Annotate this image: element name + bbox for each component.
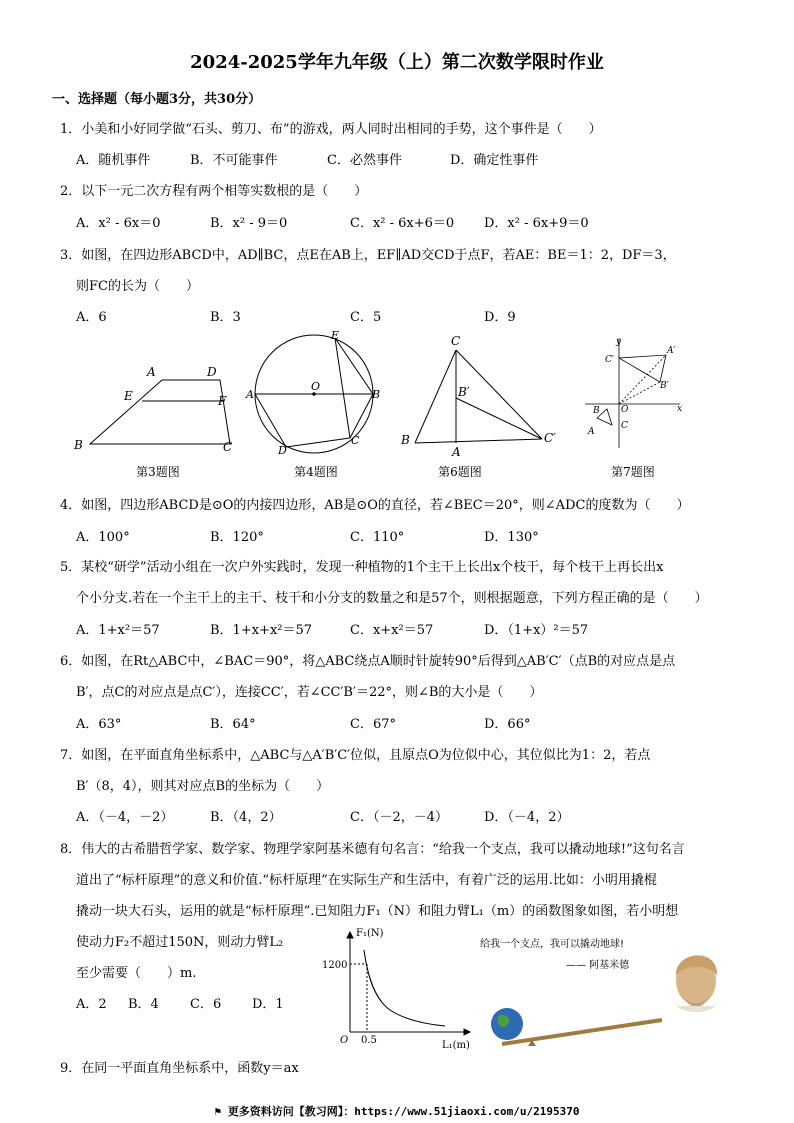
- fig3-label-e: E: [124, 389, 133, 403]
- fig7-label-bprime: B′: [660, 381, 669, 391]
- q3-opt-c: C．5: [350, 310, 382, 325]
- q2-opt-d: D．x² - 6x+9＝0: [484, 216, 589, 231]
- q3-stem-1: 3．如图，在四边形ABCD中，AD∥BC，点E在AB上，EF∥AD交CD于点F，若AE：BE＝1：2，DF＝3，: [60, 248, 676, 263]
- earth-icon: [491, 1008, 523, 1040]
- fig6-label-c: C: [451, 334, 461, 348]
- q4-opt-b: B．120°: [210, 530, 264, 545]
- q8-opt-b: B．4: [128, 997, 159, 1012]
- q5-opt-a: A．1+x²＝57: [76, 623, 160, 638]
- fig7-label-a: A: [588, 427, 595, 437]
- q6-opt-c: C．67°: [350, 717, 396, 732]
- q5-opt-b: B．1+x+x²＝57: [210, 623, 313, 638]
- fig4-label-d: D: [278, 444, 287, 457]
- q8-opt-c: C．6: [190, 997, 222, 1012]
- fig7-label-x: x: [677, 404, 683, 414]
- section-heading: 一、选择题（每小题3分，共30分）: [52, 92, 262, 107]
- q2-opt-a: A．x² - 6x＝0: [76, 216, 161, 231]
- fig3-label-c: C: [223, 440, 233, 454]
- q8-graph-xlabel: L₁(m): [442, 1040, 470, 1051]
- q3-opt-b: B．3: [210, 310, 241, 325]
- q7-opt-b: B．（4，2）: [210, 810, 282, 825]
- fig3-label-b: B: [74, 438, 83, 452]
- q4-opt-a: A．100°: [76, 530, 130, 545]
- q7-stem-1: 7．如图，在平面直角坐标系中，△ABC与△A′B′C′位似，且原点O为位似中心，其位似比为1：2，若点: [60, 748, 651, 763]
- q4-opt-c: C．110°: [350, 530, 405, 545]
- q8-opt-d: D．1: [252, 997, 284, 1012]
- q7-opt-d: D．（－4，2）: [484, 810, 570, 825]
- figures-row: [70, 330, 720, 460]
- q6-opt-a: A．63°: [76, 717, 122, 732]
- q2-opt-b: B．x² - 9＝0: [210, 216, 288, 231]
- q3-opt-d: D．9: [484, 310, 516, 325]
- fig4-label-a: A: [246, 388, 254, 401]
- q8-stem-5: 至少需要（ ）m.: [76, 966, 197, 981]
- archimedes-quote: 给我一个支点，我可以撬动地球!: [480, 939, 625, 950]
- q3-opt-a: A．6: [76, 310, 107, 325]
- q7-opt-a: A．（－4，－2）: [76, 810, 174, 825]
- lever-illustration: [484, 936, 734, 1056]
- q6-opt-d: D．66°: [484, 717, 531, 732]
- fig3-trapezoid: [90, 380, 230, 444]
- fig7-label-y: y: [616, 337, 622, 347]
- q6-opt-b: B．64°: [210, 717, 256, 732]
- caption-fig6: 第6题图: [438, 465, 482, 479]
- fig6-label-a: A: [452, 445, 461, 459]
- q9-stem: 9．在同一平面直角坐标系中，函数y＝ax: [60, 1061, 299, 1076]
- archimedes-portrait-icon: [676, 955, 717, 1012]
- q5-stem-2: 个小分支.若在一个主干上的主干、枝干和小分支的数量之和是57个，则根据题意，下列方程正确的是（ ）: [76, 591, 708, 606]
- q5-opt-d: D．（1+x）²＝57: [484, 623, 589, 638]
- q5-opt-c: C．x+x²＝57: [350, 623, 434, 638]
- fig7-label-o: O: [621, 405, 629, 415]
- lever-bar: [502, 1020, 662, 1044]
- fig6-label-cprime: C′: [544, 431, 556, 445]
- caption-fig4: 第4题图: [294, 465, 338, 479]
- fig4-label-c: C: [351, 434, 360, 447]
- q2-stem: 2．以下一元二次方程有两个相等实数根的是（ ）: [60, 184, 368, 199]
- q6-stem-2: B′，点C的对应点是点C′），连接CC′，若∠CC′B′＝22°，则∠B的大小是（ ）: [76, 685, 543, 700]
- q7-opt-c: C．（－2，－4）: [350, 810, 448, 825]
- fig3-label-d: D: [207, 365, 217, 379]
- q8-opt-a: A．2: [76, 997, 107, 1012]
- q8-stem-4: 使动力F₂不超过150N，则动力臂L₂: [76, 935, 284, 950]
- q8-graph-ylabel: F₁(N): [356, 928, 384, 939]
- q5-stem-1: 5．某校“研学”活动小组在一次户外实践时，发现一种植物的1个主干上长出x个枝干，每个枝干上再长出x: [60, 560, 664, 575]
- q3-stem-2: 则FC的长为（ ）: [76, 279, 199, 294]
- q1-opt-a: A．随机事件: [76, 153, 151, 168]
- caption-fig3: 第3题图: [136, 465, 180, 479]
- q4-opt-d: D．130°: [484, 530, 539, 545]
- q8-stem-3: 撬动一块大石头，运用的就是“标杆原理”.已知阻力F₁（N）和阻力臂L₁（m）的函数图象如图，若小明想: [76, 904, 679, 919]
- fig6-label-bprime: B′: [458, 385, 470, 399]
- q1-stem: 1．小美和小好同学做“石头、剪刀、布”的游戏，两人同时出相同的手势，这个事件是（ ）: [60, 122, 602, 137]
- q8-graph-ytick: 1200: [322, 960, 348, 971]
- fig4-label-b: B: [372, 388, 381, 401]
- caption-fig7: 第7题图: [611, 465, 655, 479]
- fig3-label-a: A: [147, 365, 156, 379]
- fig6-label-b: B: [401, 433, 410, 447]
- fig7-label-b: B: [593, 406, 600, 416]
- fig4-label-e: E: [331, 330, 340, 342]
- q8-graph-origin: O: [340, 1035, 349, 1046]
- q1-opt-d: D．确定性事件: [450, 153, 539, 168]
- fig7-label-c: C: [621, 421, 628, 431]
- page-title: 2024-2025学年九年级（上）第二次数学限时作业: [190, 52, 604, 73]
- archimedes-author: —— 阿基米德: [566, 960, 630, 971]
- fig3-label-f: F: [218, 394, 227, 408]
- q8-stem-1: 8．伟大的古希腊哲学家、数学家、物理学家阿基米德有句名言：“给我一个支点，我可以撬动地球!”这句名言: [60, 842, 685, 857]
- fig7-axes: [585, 338, 683, 448]
- q1-opt-c: C．必然事件: [327, 153, 402, 168]
- q8-graph-xtick: 0.5: [361, 1035, 377, 1046]
- q8-stem-2: 道出了“标杆原理”的意义和价值.“标杆原理”在实际生产和生活中，有着广泛的运用.比如：小明用撬棍: [76, 873, 657, 888]
- q8-graph: [320, 920, 480, 1052]
- fig4-label-o: O: [311, 380, 321, 393]
- fig7-label-aprime: A′: [667, 346, 676, 356]
- fig6-triangles: [415, 350, 542, 443]
- q2-opt-c: C．x² - 6x+6＝0: [350, 216, 455, 231]
- q6-stem-1: 6．如图，在Rt△ABC中，∠BAC＝90°，将△ABC绕点A顺时针旋转90°后得到△AB′C′（点B的对应点是点: [60, 654, 676, 669]
- q4-stem: 4．如图，四边形ABCD是⊙O的内接四边形，AB是⊙O的直径，若∠BEC＝20°，则∠ADC的度数为（ ）: [60, 498, 690, 513]
- fig7-label-cprime: C′: [605, 355, 614, 365]
- footer-link[interactable]: ⚑ 更多资料访问【教习网】：https://www.51jiaoxi.com/u/2195370: [214, 1105, 580, 1118]
- q7-stem-2: B′（8，4），则其对应点B的坐标为（ ）: [76, 779, 330, 794]
- q1-opt-b: B．不可能事件: [190, 153, 278, 168]
